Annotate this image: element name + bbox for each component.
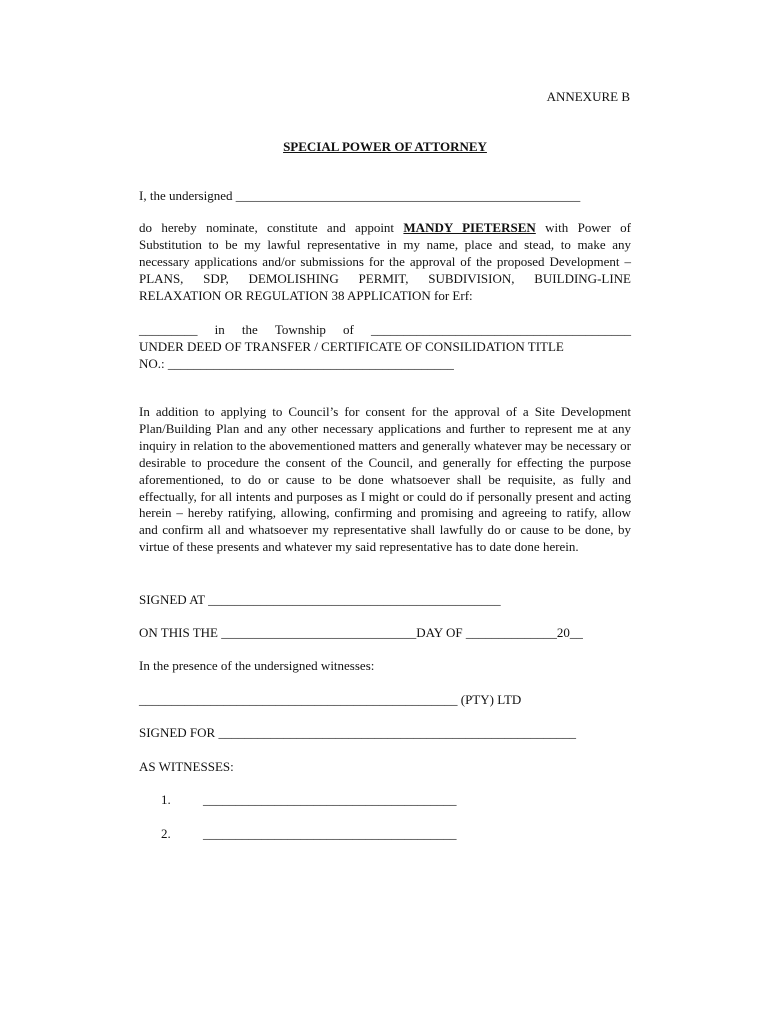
nomination-text-before: do hereby nominate, constitute and appoint [139, 220, 404, 235]
title-number-line [139, 355, 454, 372]
township-word-in: in [214, 322, 225, 337]
witness-2-number: 2. [161, 826, 171, 841]
annexure-label: ANNEXURE B [546, 89, 630, 104]
undersigned-label: I, the undersigned [139, 188, 233, 203]
witness-1-number: 1. [161, 792, 171, 807]
nomination-text-after: with Power of Substitution to be my lawful representative in my name, place and stead, to make any necessary applications and/or submissions for the approval of the proposed Development – PLANS, SDP, DEMOLISHING PERMIT, SUBDIVISION, BUILDING-LINE RELAXATION OR REGULATION 38 APPLICATION for Erf: [139, 220, 632, 303]
year-field[interactable]: __ [569, 625, 583, 640]
as-witnesses-label: AS WITNESSES: [139, 759, 234, 774]
on-this-label: ON THIS THE [139, 625, 222, 640]
signed-at-field[interactable]: _____________________________________________ [208, 592, 501, 607]
document-title: SPECIAL POWER OF ATTORNEY [283, 139, 487, 154]
month-field[interactable]: ______________ [465, 625, 557, 640]
company-name-field[interactable]: _________________________________________________ [139, 692, 458, 707]
township-line [139, 321, 631, 338]
day-field[interactable]: ______________________________ [221, 625, 417, 640]
erf-number-field[interactable]: _________ [139, 322, 198, 337]
title-number-label: NO.: [139, 356, 168, 371]
company-line [139, 691, 521, 708]
township-name-field[interactable]: ________________________________________ [371, 322, 631, 337]
signed-at-line [139, 591, 501, 608]
date-line [139, 624, 583, 641]
witness-intro: In the presence of the undersigned witnesses: [139, 658, 375, 673]
witness-2-signature-field[interactable]: _______________________________________ [203, 826, 457, 841]
signed-at-label: SIGNED AT [139, 592, 209, 607]
signed-for-field[interactable]: _______________________________________________________ [218, 725, 576, 740]
signed-for-line [139, 724, 576, 741]
representative-name: MANDY PIETERSEN [403, 220, 536, 235]
authority-paragraph: In addition to applying to Council’s for consent for the approval of a Site Development Plan/Building Plan and any other necessary applications and further to represent me at any inquiry in relation to the abovementioned matters and generally whatever may be necessary or desirable to procedure the consent of the Council, and generally for effecting the purpose aforementioned, to do or cause to be done whatsoever shall be requisite, as fully and effectually, for all intents and purposes as I might or could do if personally present and acting herein – hereby ratifying, allowing, confirming and promising and agreeing to ratify, allow and confirm all and whatsoever my representative shall lawfully do or cause to be done, by virtue of these presents and whatever my said representative has to date done herein. [139, 404, 631, 555]
day-of-label: DAY OF [416, 625, 466, 640]
company-suffix: (PTY) LTD [457, 692, 522, 707]
deed-line: UNDER DEED OF TRANSFER / CERTIFICATE OF CONSILIDATION TITLE [139, 339, 564, 354]
township-word-of: of [343, 322, 354, 337]
title-number-field[interactable]: ____________________________________________ [167, 356, 454, 371]
nomination-paragraph [139, 220, 631, 305]
township-word-township: Township [274, 322, 326, 337]
witness-1-signature-field[interactable]: _______________________________________ [203, 792, 457, 807]
signed-for-label: SIGNED FOR [139, 725, 219, 740]
year-prefix: 20 [556, 625, 570, 640]
township-word-the: the [241, 322, 258, 337]
undersigned-name-field[interactable]: _____________________________________________________ [235, 188, 581, 203]
undersigned-line [139, 187, 580, 204]
